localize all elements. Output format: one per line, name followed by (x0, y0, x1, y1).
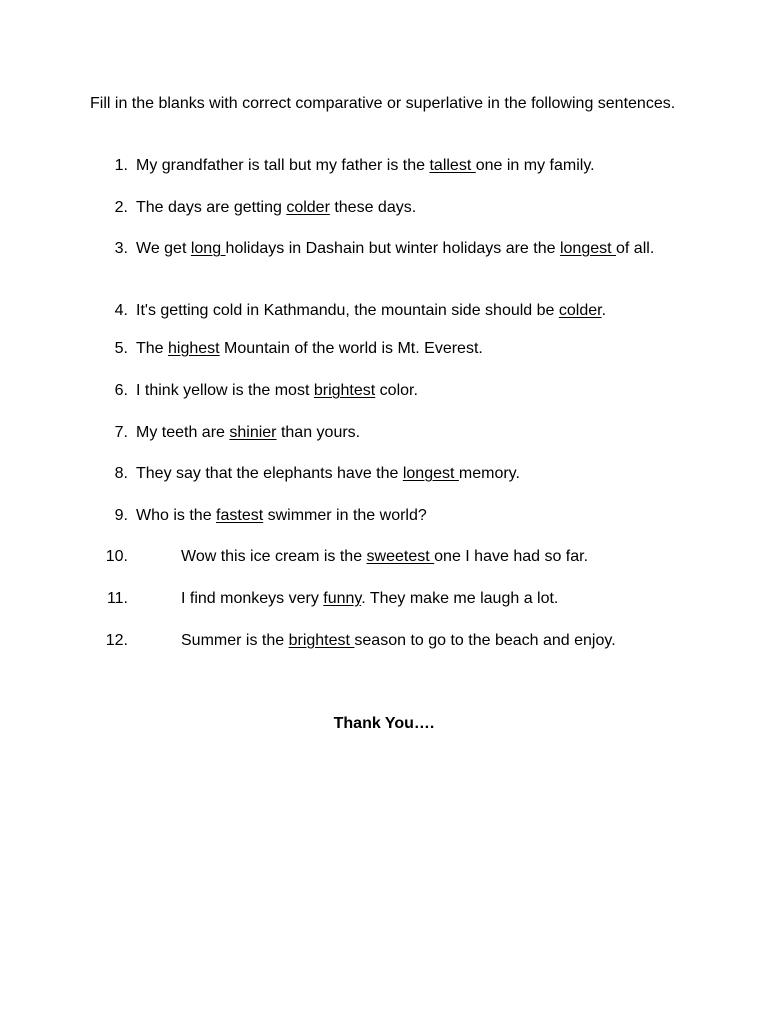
answer: highest (168, 340, 220, 357)
text-before: The days are getting (136, 199, 287, 216)
item-number: 6. (114, 382, 128, 399)
item-number: 2. (114, 199, 128, 216)
item-number: 7. (114, 424, 128, 441)
text-after: one I have had so far. (434, 548, 589, 565)
item-text (136, 381, 684, 401)
item-number: 3. (114, 240, 128, 257)
answer: longest (402, 465, 459, 482)
text-after: of all. (616, 240, 655, 257)
text-after: than yours. (276, 424, 361, 441)
item-text (136, 506, 684, 526)
item-number: 1. (114, 157, 128, 174)
item-number: 5. (114, 340, 128, 357)
text-after: . They make me laugh a lot. (361, 590, 559, 607)
answer: colder (286, 199, 330, 216)
answer: long (190, 240, 226, 257)
text-before: It's getting cold in Kathmandu, the mountain side should be (136, 302, 559, 319)
item-text (181, 547, 684, 567)
item-text (136, 301, 684, 321)
item-number: 12. (105, 632, 128, 649)
text-after: . (601, 302, 607, 319)
text-before: My teeth are (136, 424, 230, 441)
item-text (136, 239, 684, 259)
item-text (181, 631, 684, 651)
text-after: swimmer in the world? (263, 507, 427, 524)
answer: fastest (216, 507, 264, 524)
item-text (136, 464, 684, 484)
text-before: I find monkeys very (181, 590, 324, 607)
answer: colder (558, 302, 602, 319)
answer: sweetest (366, 548, 435, 565)
text-after: memory. (458, 465, 520, 482)
answer: brightest (288, 632, 355, 649)
text-before: Summer is the (181, 632, 289, 649)
text-before: Who is the (136, 507, 217, 524)
text-after: Mountain of the world is Mt. Everest. (219, 340, 483, 357)
text-before: My grandfather is tall but my father is the (136, 157, 430, 174)
item-number: 9. (114, 507, 128, 524)
text-before: We get (136, 240, 191, 257)
text-before: They say that the elephants have the (136, 465, 403, 482)
item-number: 8. (114, 465, 128, 482)
text-after: these days. (329, 199, 417, 216)
item-text (136, 156, 684, 176)
item-text (136, 423, 684, 443)
answer: tallest (429, 157, 476, 174)
closing-text: Thank You…. (333, 715, 435, 732)
text-before: I think yellow is the most (136, 382, 314, 399)
text-before: Wow this ice cream is the (181, 548, 367, 565)
instructions: Fill in the blanks with correct comparative or superlative in the following sentences. (90, 95, 676, 112)
item-text (181, 589, 684, 609)
answer: brightest (313, 382, 376, 399)
item-number: 4. (114, 302, 128, 319)
item-text (136, 198, 684, 218)
text-after: season to go to the beach and enjoy. (354, 632, 616, 649)
item-text (136, 339, 684, 359)
text-middle: holidays in Dashain but winter holidays are the (225, 240, 560, 257)
text-after: one in my family. (475, 157, 595, 174)
item-number: 10. (105, 548, 128, 565)
answer-second: longest (559, 240, 617, 257)
text-after: color. (375, 382, 418, 399)
item-number: 11. (106, 590, 128, 607)
answer: shinier (229, 424, 277, 441)
answer: funny (323, 590, 362, 607)
text-before: The (136, 340, 169, 357)
